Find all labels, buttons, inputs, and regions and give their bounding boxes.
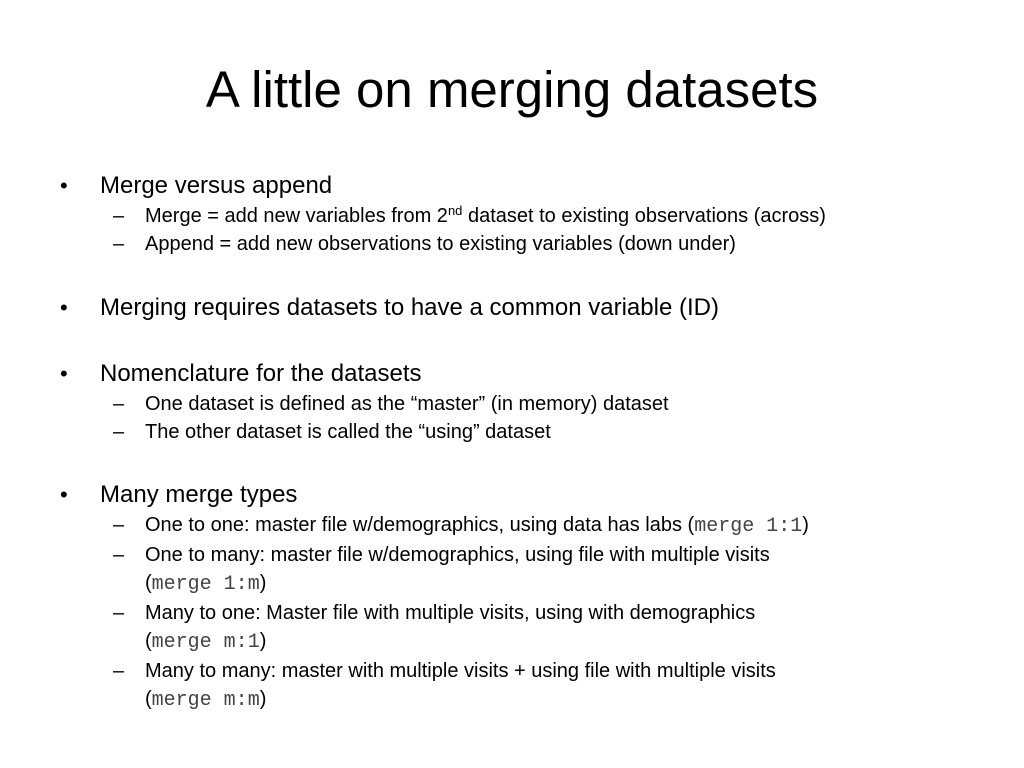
sub-text: ) — [259, 688, 267, 710]
sub-item — [58, 230, 978, 258]
bullet-group-nomenclature — [58, 358, 978, 446]
slide-content — [58, 170, 978, 715]
sub-text: One to one: master file w/demographics, using data has labs ( — [145, 514, 695, 536]
bullet-text: Many merge types — [100, 481, 298, 508]
bullet-group-merge-types — [58, 479, 978, 715]
bullet-marker: • — [60, 173, 68, 198]
sub-item — [58, 390, 978, 418]
code-snippet: merge 1:m — [151, 573, 260, 596]
dash-marker: – — [113, 660, 125, 682]
bullet-item — [58, 292, 978, 324]
sub-text: The other dataset is called the “using” dataset — [145, 421, 551, 443]
dash-marker: – — [113, 205, 125, 227]
sub-text: ) — [259, 572, 267, 594]
sub-item — [58, 599, 978, 657]
bullet-item — [58, 479, 978, 511]
bullet-marker: • — [60, 295, 68, 320]
slide-title: A little on merging datasets — [205, 61, 819, 118]
sub-text: ) — [802, 514, 809, 536]
dash-marker: – — [113, 421, 125, 443]
dash-marker: – — [113, 233, 125, 255]
bullet-group-common-variable — [58, 292, 978, 324]
bullet-item — [58, 358, 978, 390]
sub-text: Many to many: master with multiple visits + using file with multiple visits — [145, 660, 776, 682]
superscript: nd — [447, 203, 463, 218]
bullet-marker: • — [60, 361, 68, 386]
bullet-marker: • — [60, 482, 68, 507]
sub-item — [58, 541, 978, 599]
sub-text: ( — [145, 572, 152, 594]
sub-item — [58, 657, 978, 715]
bullet-item — [58, 170, 978, 202]
code-snippet: merge m:1 — [151, 631, 260, 654]
sub-item — [58, 418, 978, 446]
sub-item — [58, 202, 978, 230]
dash-marker: – — [113, 514, 125, 536]
sub-text: Append = add new observations to existing variables (down under) — [145, 233, 736, 255]
code-snippet: merge m:m — [151, 689, 260, 712]
dash-marker: – — [113, 544, 125, 566]
sub-text: ( — [145, 630, 152, 652]
sub-text: dataset to existing observations (across) — [462, 205, 826, 227]
bullet-text: Merging requires datasets to have a common variable (ID) — [100, 294, 719, 321]
sub-text: Many to one: Master file with multiple visits, using with demographics — [145, 602, 756, 624]
code-snippet: merge 1:1 — [694, 515, 803, 538]
bullet-group-merge-vs-append — [58, 170, 978, 258]
sub-text: Merge = add new variables from 2 — [145, 205, 448, 227]
bullet-text: Merge versus append — [100, 172, 333, 199]
sub-text: ( — [145, 688, 152, 710]
sub-text: ) — [259, 630, 267, 652]
sub-text: One dataset is defined as the “master” (in memory) dataset — [145, 393, 669, 415]
dash-marker: – — [113, 602, 125, 624]
dash-marker: – — [113, 393, 125, 415]
sub-item — [58, 511, 978, 541]
bullet-text: Nomenclature for the datasets — [100, 360, 422, 387]
sub-text: One to many: master file w/demographics, using file with multiple visits — [145, 544, 770, 566]
